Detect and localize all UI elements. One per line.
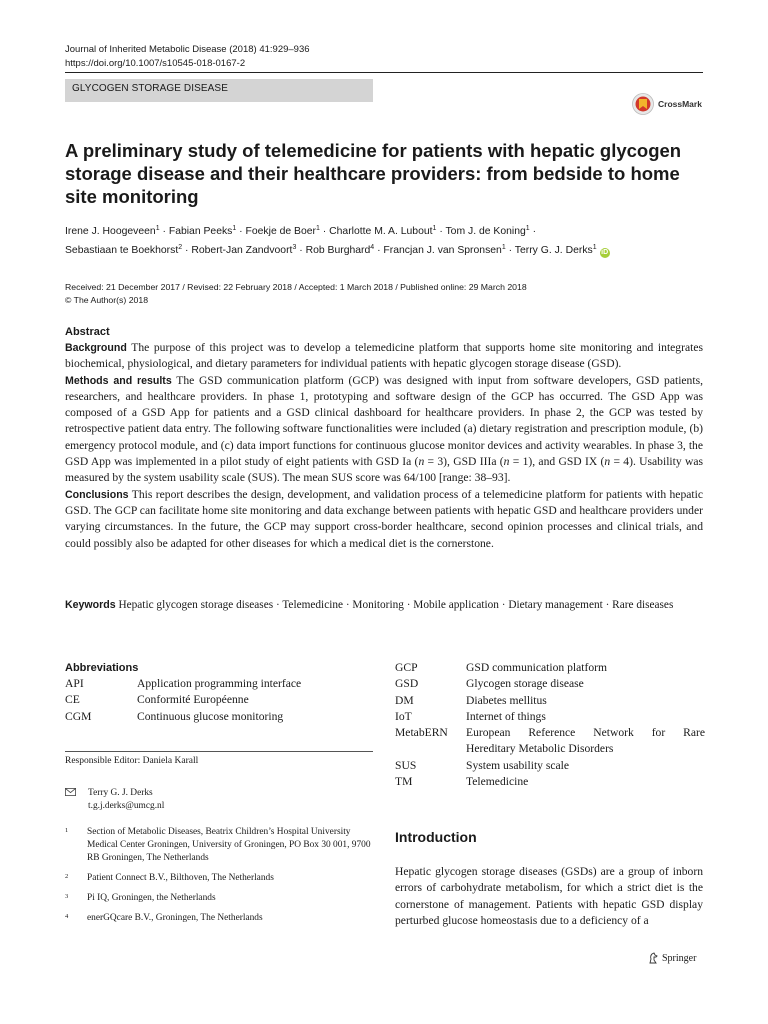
introduction-heading: Introduction [395,829,477,845]
abbreviation-term: MetabERN [395,726,448,740]
header-divider [65,72,703,73]
abbreviation-row [395,693,705,709]
abstract-background: Background The purpose of this project was to develop a telemedicine platform that supports home site monitoring and integrates biochemical, physiological, and dietary parameters for individual patients with hepatic glycogen storage disease (GSD). [65,341,703,371]
author-name[interactable]: Irene J. Hoogeveen [65,226,156,237]
abbreviation-term: DM [395,693,414,707]
author-list [65,222,705,260]
abbreviation-definition: Diabetes mellitus [466,693,547,707]
crossmark-label: CrossMark [658,99,702,109]
abbreviation-row [65,676,365,692]
article-dates [65,281,527,307]
copyright: © The Author(s) 2018 [65,295,149,305]
abbreviation-term: CE [65,693,80,707]
crossmark-icon [632,93,654,115]
author-name[interactable]: Terry G. J. Derks [514,245,593,256]
abbreviation-term: CGM [65,709,92,723]
introduction [395,864,703,929]
abbreviations-right [395,660,705,790]
envelope-icon [65,788,76,796]
keywords-label: Keywords [65,599,116,611]
journal-citation: Journal of Inherited Metabolic Disease (2018) 41:929–936 [65,44,310,55]
abstract [65,324,703,552]
abbreviation-definition: Conformité Européenne [137,693,249,707]
author-affiliation-ref: 2 [178,244,183,251]
author-name[interactable]: Rob Burghard [305,245,371,256]
author-name[interactable]: Tom J. de Koning [445,226,526,237]
abbreviation-definition: System usability scale [466,758,570,772]
abbreviation-row [395,758,705,774]
abstract-conclusions: Conclusions This report describes the design, development, and validation process of a telemedicine platform for patients with hepatic GSD. The GCP can facilitate home site monitoring and data exchange between patients with hepatic GSD and healthcare providers under varying circumstances. In the future, the GCP may support cross-border healthcare, second opinion processes and clinical trials, and could possibly also be adapted for other diseases for which a medical diet is the cornerstone. [65,487,703,550]
abbreviations-left [65,660,365,725]
corresponding-name: Terry G. J. Derks [88,788,153,798]
affiliation-text: Pi IQ, Groningen, the Netherlands [87,893,216,903]
publisher-logo [648,952,696,964]
author-separator: · [159,226,169,237]
author-name[interactable]: Fabian Peeks [168,226,233,237]
abbreviation-definition-line: European Reference Network for Rare [466,726,705,740]
introduction-text: Hepatic glycogen storage diseases (GSDs) are a group of inborn errors of carbohydrate metabolism, for which a strict diet is the cornerstone of management. Patients with hepatic GSD display perturbed glucose homeostasis due to a deficiency of a [395,865,703,927]
abbreviation-definition: Telemedicine [466,775,529,789]
abbreviation-row [395,709,705,725]
abbreviation-row [65,709,365,725]
abbreviation-definition: GSD communication platform [466,661,608,674]
abbreviation-term: TM [395,775,413,789]
responsible-editor: Responsible Editor: Daniela Karall [65,756,199,766]
author-separator: · [182,245,192,256]
abbreviation-term: IoT [395,709,412,723]
author-affiliation-ref: 1 [501,244,506,251]
abstract-methods: Methods and results The GSD communication platform (GCP) was designed with input from software developers, GSD patients, researchers, and healthcare providers. In phase 1, prototyping and software design of the GCP has occurred. The GSD App was composed of a GSD App for patients and a GSD clinical dashboard for healthcare providers. In phase 2, the GCP was tested by retrospective patient data entry. The following software functionalities were included (a) dietary registration and prescription module, (b) emergency protocol module, and (c) data import functions for continuous glucose monitor devices and activity wearables. In phase 3, the GSD App was implemented in a pilot study of eight patients with GSD Ia (n = 3), GSD IIIa (n = 1), and GSD IX (n = 4). Usability was measured by the system usability scale (SUS). The mean SUS score was 64/100 [range: 38–93]. [65,373,703,485]
author-separator: · [296,245,306,256]
abbreviation-row [395,774,705,790]
affiliations [65,826,380,932]
conclusions-label: Conclusions [65,488,129,501]
abbreviation-definition: Glycogen storage disease [466,677,584,691]
abbreviation-list-right [395,660,705,790]
author-name[interactable]: Charlotte M. A. Lubout [329,226,433,237]
author-affiliation-ref: 1 [316,225,320,232]
author-name[interactable]: Francjan J. van Spronsen [383,245,502,256]
author-separator: · [319,226,330,237]
author-name[interactable]: Robert-Jan Zandvoort [191,245,293,256]
abbreviations-heading: Abbreviations [65,662,139,674]
affiliation-number: 4 [65,913,69,920]
methods-label: Methods and results [65,374,172,387]
author-affiliation-ref: 1 [432,225,437,232]
section-label: GLYCOGEN STORAGE DISEASE [65,79,373,102]
author-name[interactable]: Foekje de Boer [245,226,316,237]
affiliation-text: Patient Connect B.V., Bilthoven, The Netherlands [87,873,274,883]
publisher-name: Springer [662,952,697,964]
crossmark-badge[interactable] [632,92,702,116]
author-separator: · [505,245,515,256]
abbreviation-row [65,692,365,708]
abbreviation-term: API [65,677,84,690]
abbreviation-definition: Application programming interface [137,677,302,690]
springer-horse-icon [648,952,659,964]
article-title: A preliminary study of telemedicine for patients with hepatic glycogen storage disease and their healthcare providers: from bedside to home site monitoring [65,140,682,207]
affiliation-item [65,912,380,925]
affiliation-number: 3 [65,893,69,900]
author-separator: · [436,226,446,237]
affiliation-item [65,892,380,905]
history-dates: Received: 21 December 2017 / Revised: 22 February 2018 / Accepted: 1 March 2018 / Published online: 29 March 2018 [65,282,527,292]
affiliation-text: enerGQcare B.V., Groningen, The Netherlands [87,913,263,923]
abbreviation-definition: Continuous glucose monitoring [137,709,284,723]
author-affiliation-ref: 1 [525,225,530,232]
abbreviation-definition [466,725,705,758]
abbreviation-term: GCP [395,661,418,674]
abbreviation-list-left [65,676,365,725]
author-separator: · [236,226,246,237]
author-separator: · [529,226,537,237]
author-affiliation-ref: 1 [232,225,237,232]
background-label: Background [65,342,127,354]
abstract-heading: Abstract [65,326,110,338]
affiliation-item [65,872,380,885]
abbreviation-term: GSD [395,677,419,691]
corresponding-email[interactable]: t.g.j.derks@umcg.nl [88,801,165,811]
author-affiliation-ref: 3 [292,244,297,251]
orcid-icon[interactable]: iD [601,249,609,256]
abbreviation-definition: Internet of things [466,709,546,723]
author-affiliation-ref: 1 [592,244,597,251]
author-separator: · [374,245,384,256]
keywords-text: Hepatic glycogen storage diseases · Telemedicine · Monitoring · Mobile application · Dietary management · Rare diseases [118,599,674,611]
abbreviation-row [395,660,705,676]
author-affiliation-ref: 4 [370,244,375,251]
affiliation-text: Section of Metabolic Diseases, Beatrix Children’s Hospital University Medical Center Groningen, University of Groningen, PO Box 30 001, 9700 RB Groningen, The Netherlands [87,827,371,863]
abbreviation-row [395,725,705,758]
abbreviation-term: SUS [395,758,417,772]
journal-header [65,43,310,71]
abbreviation-definition-line: Hereditary Metabolic Disorders [466,742,614,756]
affiliation-number: 2 [65,873,69,880]
affiliation-item [65,826,380,865]
affiliation-number: 1 [65,827,69,834]
doi-link[interactable]: https://doi.org/10.1007/s10545-018-0167-2 [65,58,246,69]
keywords [65,597,705,613]
author-name[interactable]: Sebastiaan te Boekhorst [65,245,179,256]
author-affiliation-ref: 1 [155,225,160,232]
footnote-divider [65,751,373,752]
abbreviation-row [395,676,705,692]
